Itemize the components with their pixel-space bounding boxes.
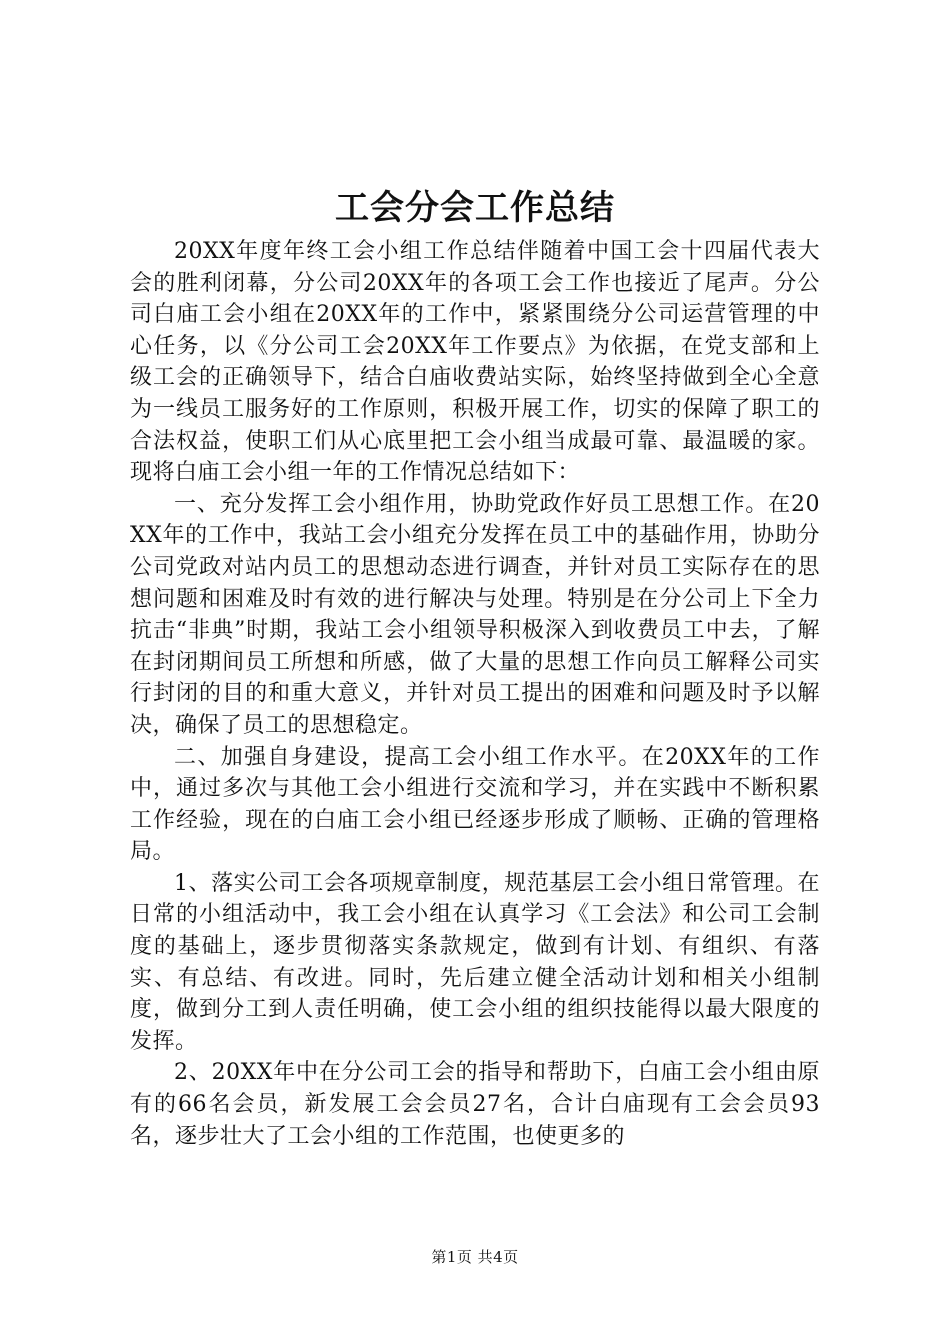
paragraph-item-1: 1、落实公司工会各项规章制度，规范基层工会小组日常管理。在日常的小组活动中，我工会小组在认真学习《工会法》和公司工会制度的基础上，逐步贯彻落实条款规定，做到有计划、有组织、有落实、有总结、有改进。同时，先后建立健全活动计划和相关小组制度，做到分工到人责任明确，使工会小组的组织技能得以最大限度的发挥。 (130, 870, 820, 1054)
paragraph-section-2: 二、加强自身建设，提高工会小组工作水平。在20XX年的工作中，通过多次与其他工会小组进行交流和学习，并在实践中不断积累工作经验，现在的白庙工会小组已经逐步形成了顺畅、正确的管理格局。 (130, 744, 820, 865)
document-title: 工会分会工作总结 (335, 188, 615, 228)
paragraph-item-2: 2、20XX年中在分公司工会的指导和帮助下，白庙工会小组由原有的66名会员，新发展工会会员27名，合计白庙现有工会会员93名，逐步壮大了工会小组的工作范围，也使更多的 (130, 1060, 820, 1149)
paragraph-intro: 20XX年度年终工会小组工作总结伴随着中国工会十四届代表大会的胜利闭幕，分公司20XX年的各项工会工作也接近了尾声。分公司白庙工会小组在20XX年的工作中，紧紧围绕分公司运营管理的中心任务，以《分公司工会20XX年工作要点》为依据，在党支部和上级工会的正确领导下，结合白庙收费站实际，始终坚持做到全心全意为一线员工服务好的工作原则，积极开展工作，切实的保障了职工的合法权益，使职工们从心底里把工会小组当成最可靠、最温暖的家。现将白庙工会小组一年的工作情况总结如下： (130, 239, 820, 486)
paragraph-section-1: 一、充分发挥工会小组作用，协助党政作好员工思想工作。在20XX年的工作中，我站工会小组充分发挥在员工中的基础作用，协助分公司党政对站内员工的思想动态进行调查，并针对员工实际存在的思想问题和困难及时有效的进行解决与处理。特别是在分公司上下全力抗击“非典”时期，我站工会小组领导积极深入到收费员工中去，了解在封闭期间员工所想和所感，做了大量的思想工作向员工解释公司实行封闭的目的和重大意义，并针对员工提出的困难和问题及时予以解决，确保了员工的思想稳定。 (130, 491, 820, 738)
document-body (130, 236, 820, 1152)
page-number-footer: 第1页 共4页 (431, 1248, 519, 1266)
